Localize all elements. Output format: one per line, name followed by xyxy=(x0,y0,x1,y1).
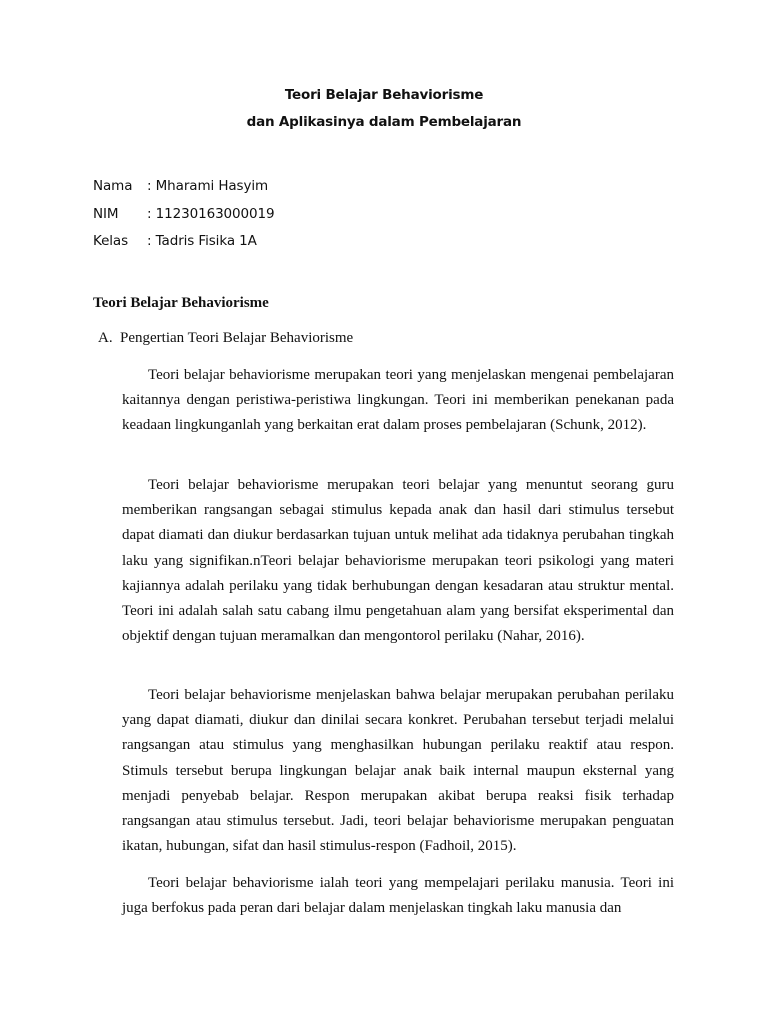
section-heading: Teori Belajar Behaviorisme xyxy=(93,295,269,311)
paragraph: Teori belajar behaviorisme ialah teori yang mempelajari perilaku manusia. Teori ini juga berfokus pada peran dari belajar dalam menjelaskan tingkah laku manusia dan xyxy=(122,875,674,917)
paragraph: Teori belajar behaviorisme menjelaskan bahwa belajar merupakan perubahan perilaku yang dapat diamati, diukur dan dinilai secara konkret. Perubahan tersebut terjadi melalui rangsangan atau stimulus yang menghasilkan hubungan perilaku reaktif atau respon. Stimuls tersebut berupa lingkungan belajar anak baik internal maupun eksternal yang menjadi penyebab belajar. Respon merupakan akibat berupa reaksi fisik terhadap rangsangan atau stimulus tersebut. Jadi, teori belajar behaviorisme merupakan penguatan ikatan, hubungan, sifat dan hasil stimulus-respon (Fadhoil, 2015). xyxy=(122,687,674,855)
info-row-nama xyxy=(93,178,268,194)
subsection-title: Pengertian Teori Belajar Behaviorisme xyxy=(120,330,354,346)
info-value: : Mharami Hasyim xyxy=(147,178,269,194)
info-label: Kelas xyxy=(93,233,129,249)
info-value: : Tadris Fisika 1A xyxy=(147,233,257,249)
info-value: : 11230163000019 xyxy=(147,206,275,222)
paragraph: Teori belajar behaviorisme merupakan teori belajar yang menuntut seorang guru memberikan rangsangan sebagai stimulus kepada anak dan hasil dari stimulus tersebut dapat diamati dan diukur berdasarkan tujuan untuk melihat ada tidaknya perubahan tingkah laku yang signifikan.nTeori belajar behaviorisme merupakan teori psikologi yang materi kajiannya adalah perilaku yang tidak berhubungan dengan kesadaran atau struktur mental. Teori ini adalah salah satu cabang ilmu pengetahuan alam yang bersifat eksperimental dan objektif dengan tujuan meramalkan dan mengontorol perilaku (Nahar, 2016). xyxy=(122,477,674,645)
document-title: Teori Belajar Behaviorisme xyxy=(284,87,484,103)
paragraph: Teori belajar behaviorisme merupakan teori yang menjelaskan mengenai pembelajaran kaitannya dengan peristiwa-peristiwa lingkungan. Teori ini memberikan penekanan pada keadaan lingkunganlah yang berkaitan erat dalam proses pembelajaran (Schunk, 2012). xyxy=(122,367,674,434)
info-label: NIM xyxy=(93,206,119,222)
info-row-kelas xyxy=(93,233,257,249)
document-subtitle: dan Aplikasinya dalam Pembelajaran xyxy=(246,114,522,130)
info-row-nim xyxy=(93,206,275,222)
subsection-heading xyxy=(98,330,353,347)
subsection-letter: A. xyxy=(98,330,113,346)
info-label: Nama xyxy=(93,178,133,194)
